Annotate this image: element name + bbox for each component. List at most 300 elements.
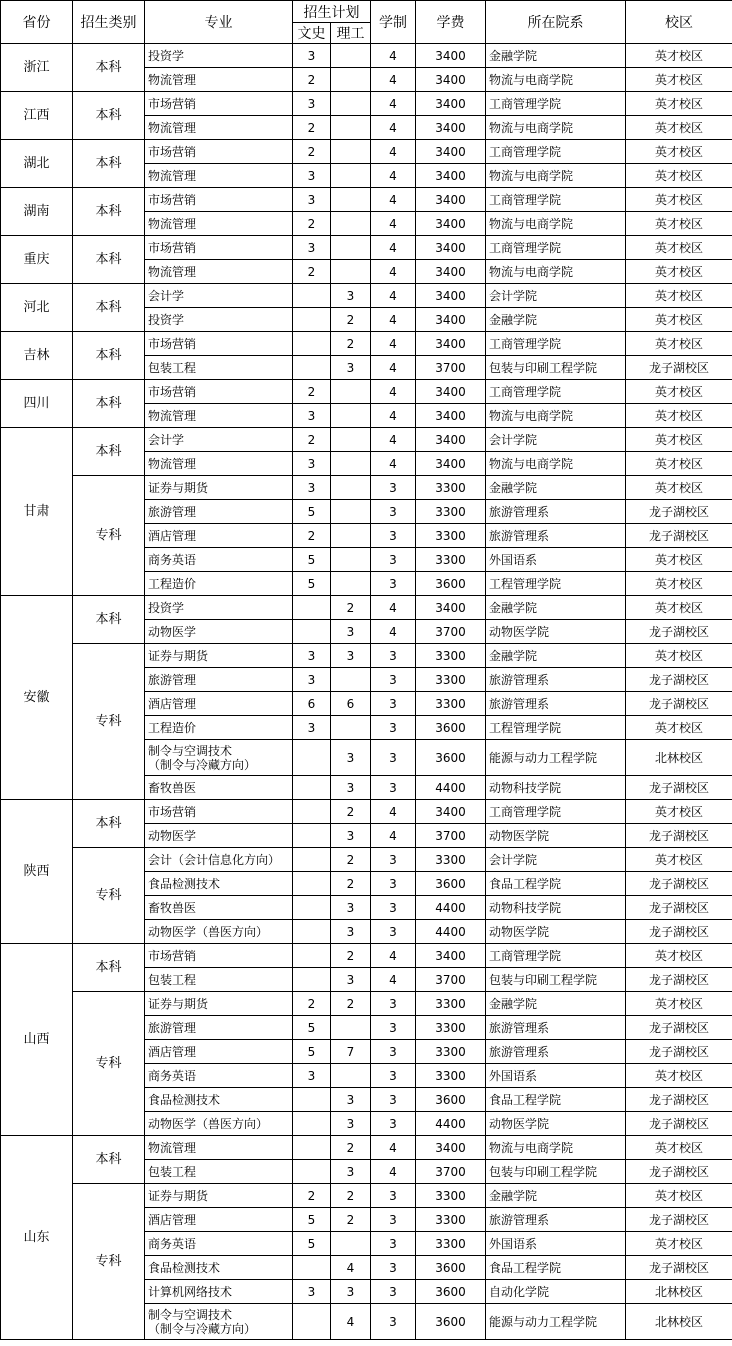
department-cell: 物流与电商学院 — [486, 68, 626, 92]
department-cell: 物流与电商学院 — [486, 452, 626, 476]
campus-cell: 龙子湖校区 — [626, 500, 732, 524]
fee-cell: 3400 — [416, 92, 486, 116]
arts-quota-cell: 3 — [293, 44, 331, 68]
department-cell: 能源与动力工程学院 — [486, 740, 626, 776]
science-quota-cell — [331, 404, 371, 428]
duration-cell: 3 — [371, 1064, 416, 1088]
category-cell: 本科 — [73, 236, 145, 284]
science-quota-cell: 2 — [331, 1184, 371, 1208]
major-cell — [145, 500, 293, 524]
science-quota-cell: 2 — [331, 848, 371, 872]
major-name: 市场营销 — [148, 96, 197, 111]
duration-cell: 3 — [371, 740, 416, 776]
major-name: 畜牧兽医 — [148, 900, 197, 915]
arts-quota-cell — [293, 332, 331, 356]
fee-cell: 3400 — [416, 140, 486, 164]
campus-cell: 龙子湖校区 — [626, 776, 732, 800]
province-cell: 山东 — [1, 1136, 73, 1340]
arts-quota-cell: 5 — [293, 572, 331, 596]
major-name: 市场营销 — [148, 336, 197, 351]
fee-cell: 3300 — [416, 1232, 486, 1256]
science-quota-cell: 3 — [331, 1112, 371, 1136]
major-name: 市场营销 — [148, 948, 197, 963]
duration-cell: 4 — [371, 356, 416, 380]
campus-cell: 英才校区 — [626, 380, 732, 404]
category-cell: 本科 — [73, 1136, 145, 1184]
major-cell — [145, 236, 293, 260]
table-row — [1, 92, 732, 116]
duration-cell: 3 — [371, 1016, 416, 1040]
science-quota-cell: 3 — [331, 620, 371, 644]
campus-cell: 龙子湖校区 — [626, 524, 732, 548]
duration-cell: 4 — [371, 620, 416, 644]
province-cell: 湖南 — [1, 188, 73, 236]
arts-quota-cell — [293, 1160, 331, 1184]
duration-cell: 3 — [371, 1112, 416, 1136]
department-cell: 会计学院 — [486, 284, 626, 308]
arts-quota-cell — [293, 896, 331, 920]
campus-cell: 龙子湖校区 — [626, 1016, 732, 1040]
department-cell: 动物医学院 — [486, 620, 626, 644]
duration-cell: 4 — [371, 68, 416, 92]
table-row — [1, 992, 732, 1016]
header-arts: 文史 — [293, 23, 331, 44]
major-name: 市场营销 — [148, 804, 197, 819]
major-name: 食品检测技术 — [148, 1260, 221, 1275]
category-cell: 本科 — [73, 428, 145, 476]
campus-cell: 龙子湖校区 — [626, 920, 732, 944]
arts-quota-cell: 3 — [293, 164, 331, 188]
major-name: 包装工程 — [148, 360, 197, 375]
header-campus: 校区 — [626, 1, 732, 44]
department-cell: 包装与印刷工程学院 — [486, 968, 626, 992]
arts-quota-cell: 3 — [293, 236, 331, 260]
table-row — [1, 644, 732, 668]
campus-cell: 英才校区 — [626, 716, 732, 740]
science-quota-cell — [331, 548, 371, 572]
fee-cell: 3300 — [416, 1016, 486, 1040]
fee-cell: 3400 — [416, 944, 486, 968]
arts-quota-cell: 2 — [293, 260, 331, 284]
fee-cell: 3400 — [416, 260, 486, 284]
science-quota-cell — [331, 716, 371, 740]
fee-cell: 3300 — [416, 1208, 486, 1232]
campus-cell: 英才校区 — [626, 848, 732, 872]
major-name: 证券与期货 — [148, 648, 209, 663]
campus-cell: 英才校区 — [626, 1232, 732, 1256]
table-row — [1, 476, 732, 500]
campus-cell: 英才校区 — [626, 1064, 732, 1088]
duration-cell: 3 — [371, 548, 416, 572]
arts-quota-cell: 2 — [293, 524, 331, 548]
department-cell: 食品工程学院 — [486, 872, 626, 896]
major-name: 动物医学（兽医方向） — [148, 1116, 269, 1131]
fee-cell: 3600 — [416, 740, 486, 776]
science-quota-cell: 3 — [331, 824, 371, 848]
major-name: 制令与空调技术 — [148, 743, 233, 758]
department-cell: 自动化学院 — [486, 1280, 626, 1304]
fee-cell: 3300 — [416, 476, 486, 500]
fee-cell: 4400 — [416, 896, 486, 920]
duration-cell: 3 — [371, 848, 416, 872]
department-cell: 工程管理学院 — [486, 716, 626, 740]
fee-cell: 3600 — [416, 1280, 486, 1304]
duration-cell: 3 — [371, 896, 416, 920]
campus-cell: 英才校区 — [626, 68, 732, 92]
science-quota-cell — [331, 452, 371, 476]
major-name: 旅游管理 — [148, 672, 197, 687]
science-quota-cell: 3 — [331, 284, 371, 308]
science-quota-cell: 3 — [331, 920, 371, 944]
header-plan: 招生计划 — [293, 1, 371, 23]
duration-cell: 3 — [371, 668, 416, 692]
major-name: 市场营销 — [148, 240, 197, 255]
major-name: 证券与期货 — [148, 480, 209, 495]
major-cell — [145, 644, 293, 668]
arts-quota-cell: 3 — [293, 404, 331, 428]
arts-quota-cell: 3 — [293, 476, 331, 500]
arts-quota-cell: 5 — [293, 500, 331, 524]
campus-cell: 龙子湖校区 — [626, 1088, 732, 1112]
department-cell: 动物科技学院 — [486, 896, 626, 920]
major-cell — [145, 872, 293, 896]
major-name: 食品检测技术 — [148, 1092, 221, 1107]
science-quota-cell: 3 — [331, 1160, 371, 1184]
table-row — [1, 236, 732, 260]
duration-cell: 4 — [371, 1160, 416, 1184]
campus-cell: 英才校区 — [626, 992, 732, 1016]
table-row — [1, 140, 732, 164]
major-name: 投资学 — [148, 312, 185, 327]
science-quota-cell — [331, 524, 371, 548]
department-cell: 物流与电商学院 — [486, 164, 626, 188]
duration-cell: 4 — [371, 944, 416, 968]
duration-cell: 3 — [371, 1256, 416, 1280]
science-quota-cell: 3 — [331, 896, 371, 920]
major-name: 商务英语 — [148, 1068, 197, 1083]
major-direction: （制令与冷藏方向） — [148, 757, 257, 772]
science-quota-cell — [331, 428, 371, 452]
major-cell — [145, 1184, 293, 1208]
campus-cell: 英才校区 — [626, 572, 732, 596]
duration-cell: 4 — [371, 596, 416, 620]
table-row — [1, 1136, 732, 1160]
fee-cell: 3300 — [416, 848, 486, 872]
major-name: 物流管理 — [148, 1140, 197, 1155]
table-row — [1, 1184, 732, 1208]
campus-cell: 英才校区 — [626, 188, 732, 212]
fee-cell: 3700 — [416, 824, 486, 848]
duration-cell: 3 — [371, 920, 416, 944]
major-cell — [145, 776, 293, 800]
duration-cell: 3 — [371, 1304, 416, 1340]
major-name: 证券与期货 — [148, 996, 209, 1011]
category-cell: 本科 — [73, 944, 145, 992]
major-cell — [145, 68, 293, 92]
science-quota-cell — [331, 140, 371, 164]
major-name: 市场营销 — [148, 192, 197, 207]
science-quota-cell: 7 — [331, 1040, 371, 1064]
campus-cell: 英才校区 — [626, 404, 732, 428]
duration-cell: 4 — [371, 332, 416, 356]
fee-cell: 3400 — [416, 308, 486, 332]
campus-cell: 龙子湖校区 — [626, 968, 732, 992]
department-cell: 旅游管理系 — [486, 524, 626, 548]
fee-cell: 3400 — [416, 428, 486, 452]
duration-cell: 4 — [371, 188, 416, 212]
arts-quota-cell — [293, 1304, 331, 1340]
major-name: 证券与期货 — [148, 1188, 209, 1203]
science-quota-cell: 3 — [331, 740, 371, 776]
department-cell: 旅游管理系 — [486, 668, 626, 692]
category-cell: 本科 — [73, 284, 145, 332]
category-cell: 本科 — [73, 92, 145, 140]
arts-quota-cell: 3 — [293, 92, 331, 116]
fee-cell: 3700 — [416, 968, 486, 992]
major-cell — [145, 404, 293, 428]
campus-cell: 英才校区 — [626, 1136, 732, 1160]
fee-cell: 3600 — [416, 872, 486, 896]
major-cell — [145, 848, 293, 872]
campus-cell: 英才校区 — [626, 308, 732, 332]
header-fee: 学费 — [416, 1, 486, 44]
major-cell — [145, 1304, 293, 1340]
arts-quota-cell — [293, 968, 331, 992]
arts-quota-cell: 2 — [293, 68, 331, 92]
arts-quota-cell: 5 — [293, 548, 331, 572]
major-name: 酒店管理 — [148, 528, 197, 543]
campus-cell: 英才校区 — [626, 44, 732, 68]
fee-cell: 3600 — [416, 1088, 486, 1112]
fee-cell: 3400 — [416, 1136, 486, 1160]
category-cell: 专科 — [73, 992, 145, 1136]
province-cell: 陕西 — [1, 800, 73, 944]
arts-quota-cell — [293, 1256, 331, 1280]
science-quota-cell: 3 — [331, 1280, 371, 1304]
campus-cell: 英才校区 — [626, 476, 732, 500]
arts-quota-cell: 5 — [293, 1232, 331, 1256]
fee-cell: 4400 — [416, 920, 486, 944]
department-cell: 会计学院 — [486, 428, 626, 452]
science-quota-cell — [331, 1016, 371, 1040]
major-cell — [145, 452, 293, 476]
major-cell — [145, 1064, 293, 1088]
duration-cell: 3 — [371, 524, 416, 548]
duration-cell: 3 — [371, 692, 416, 716]
major-cell — [145, 920, 293, 944]
duration-cell: 3 — [371, 500, 416, 524]
major-name: 会计学 — [148, 288, 185, 303]
science-quota-cell: 2 — [331, 1136, 371, 1160]
duration-cell: 4 — [371, 164, 416, 188]
campus-cell: 英才校区 — [626, 116, 732, 140]
duration-cell: 3 — [371, 872, 416, 896]
campus-cell: 英才校区 — [626, 236, 732, 260]
fee-cell: 3400 — [416, 116, 486, 140]
department-cell: 旅游管理系 — [486, 692, 626, 716]
major-cell — [145, 476, 293, 500]
major-cell — [145, 620, 293, 644]
major-cell — [145, 1256, 293, 1280]
fee-cell: 3400 — [416, 452, 486, 476]
major-name: 酒店管理 — [148, 696, 197, 711]
major-name: 酒店管理 — [148, 1212, 197, 1227]
fee-cell: 3700 — [416, 356, 486, 380]
department-cell: 金融学院 — [486, 476, 626, 500]
province-cell: 湖北 — [1, 140, 73, 188]
campus-cell: 英才校区 — [626, 260, 732, 284]
major-cell — [145, 524, 293, 548]
fee-cell: 3400 — [416, 284, 486, 308]
arts-quota-cell — [293, 800, 331, 824]
province-cell: 江西 — [1, 92, 73, 140]
arts-quota-cell — [293, 284, 331, 308]
science-quota-cell — [331, 164, 371, 188]
duration-cell: 3 — [371, 1184, 416, 1208]
science-quota-cell — [331, 1232, 371, 1256]
arts-quota-cell — [293, 1136, 331, 1160]
table-row — [1, 284, 732, 308]
major-name: 食品检测技术 — [148, 876, 221, 891]
duration-cell: 3 — [371, 572, 416, 596]
fee-cell: 3300 — [416, 644, 486, 668]
fee-cell: 4400 — [416, 1112, 486, 1136]
arts-quota-cell — [293, 740, 331, 776]
duration-cell: 3 — [371, 1232, 416, 1256]
fee-cell: 3400 — [416, 164, 486, 188]
campus-cell: 龙子湖校区 — [626, 1160, 732, 1184]
department-cell: 工商管理学院 — [486, 92, 626, 116]
duration-cell: 3 — [371, 1280, 416, 1304]
department-cell: 食品工程学院 — [486, 1088, 626, 1112]
duration-cell: 3 — [371, 1208, 416, 1232]
category-cell: 本科 — [73, 332, 145, 380]
department-cell: 旅游管理系 — [486, 1208, 626, 1232]
duration-cell: 3 — [371, 716, 416, 740]
header-province: 省份 — [1, 1, 73, 44]
science-quota-cell: 2 — [331, 1208, 371, 1232]
campus-cell: 英才校区 — [626, 284, 732, 308]
major-cell — [145, 992, 293, 1016]
arts-quota-cell — [293, 1088, 331, 1112]
science-quota-cell: 3 — [331, 644, 371, 668]
arts-quota-cell: 2 — [293, 992, 331, 1016]
campus-cell: 英才校区 — [626, 164, 732, 188]
arts-quota-cell: 5 — [293, 1040, 331, 1064]
major-name: 动物医学（兽医方向） — [148, 924, 269, 939]
arts-quota-cell — [293, 776, 331, 800]
science-quota-cell: 2 — [331, 992, 371, 1016]
campus-cell: 英才校区 — [626, 548, 732, 572]
major-cell — [145, 1160, 293, 1184]
duration-cell: 3 — [371, 1040, 416, 1064]
major-name: 物流管理 — [148, 216, 197, 231]
department-cell: 物流与电商学院 — [486, 260, 626, 284]
duration-cell: 4 — [371, 968, 416, 992]
fee-cell: 3300 — [416, 1040, 486, 1064]
science-quota-cell — [331, 212, 371, 236]
category-cell: 本科 — [73, 188, 145, 236]
fee-cell: 3700 — [416, 620, 486, 644]
science-quota-cell — [331, 1064, 371, 1088]
department-cell: 食品工程学院 — [486, 1256, 626, 1280]
major-name: 动物医学 — [148, 828, 197, 843]
major-cell — [145, 1280, 293, 1304]
major-cell — [145, 332, 293, 356]
arts-quota-cell — [293, 620, 331, 644]
arts-quota-cell: 5 — [293, 1016, 331, 1040]
department-cell: 动物医学院 — [486, 920, 626, 944]
table-row — [1, 800, 732, 824]
major-cell — [145, 1040, 293, 1064]
department-cell: 工商管理学院 — [486, 380, 626, 404]
major-direction: （制令与冷藏方向） — [148, 1321, 257, 1336]
major-cell — [145, 212, 293, 236]
science-quota-cell: 3 — [331, 776, 371, 800]
duration-cell: 3 — [371, 1088, 416, 1112]
category-cell: 专科 — [73, 476, 145, 596]
header-major: 专业 — [145, 1, 293, 44]
header-department: 所在院系 — [486, 1, 626, 44]
campus-cell: 英才校区 — [626, 452, 732, 476]
arts-quota-cell — [293, 308, 331, 332]
major-cell — [145, 548, 293, 572]
department-cell: 工商管理学院 — [486, 944, 626, 968]
campus-cell: 英才校区 — [626, 1184, 732, 1208]
arts-quota-cell: 3 — [293, 1064, 331, 1088]
department-cell: 工商管理学院 — [486, 332, 626, 356]
major-name: 旅游管理 — [148, 1020, 197, 1035]
table-row — [1, 944, 732, 968]
major-name: 畜牧兽医 — [148, 780, 197, 795]
table-row — [1, 332, 732, 356]
major-name: 物流管理 — [148, 408, 197, 423]
major-cell — [145, 164, 293, 188]
science-quota-cell — [331, 380, 371, 404]
science-quota-cell: 2 — [331, 308, 371, 332]
arts-quota-cell: 3 — [293, 644, 331, 668]
campus-cell: 英才校区 — [626, 92, 732, 116]
category-cell: 本科 — [73, 140, 145, 188]
major-cell — [145, 1232, 293, 1256]
major-cell — [145, 668, 293, 692]
department-cell: 会计学院 — [486, 848, 626, 872]
arts-quota-cell — [293, 872, 331, 896]
table-row — [1, 380, 732, 404]
science-quota-cell: 2 — [331, 596, 371, 620]
department-cell: 工商管理学院 — [486, 140, 626, 164]
science-quota-cell — [331, 500, 371, 524]
campus-cell: 英才校区 — [626, 428, 732, 452]
major-cell — [145, 824, 293, 848]
major-cell — [145, 44, 293, 68]
header-science: 理工 — [331, 23, 371, 44]
fee-cell: 3400 — [416, 380, 486, 404]
department-cell: 旅游管理系 — [486, 1040, 626, 1064]
department-cell: 金融学院 — [486, 644, 626, 668]
science-quota-cell — [331, 68, 371, 92]
department-cell: 工商管理学院 — [486, 800, 626, 824]
science-quota-cell — [331, 572, 371, 596]
category-cell: 本科 — [73, 596, 145, 644]
duration-cell: 4 — [371, 116, 416, 140]
major-cell — [145, 356, 293, 380]
fee-cell: 3300 — [416, 500, 486, 524]
department-cell: 旅游管理系 — [486, 1016, 626, 1040]
major-cell — [145, 944, 293, 968]
campus-cell: 龙子湖校区 — [626, 668, 732, 692]
major-name: 物流管理 — [148, 456, 197, 471]
